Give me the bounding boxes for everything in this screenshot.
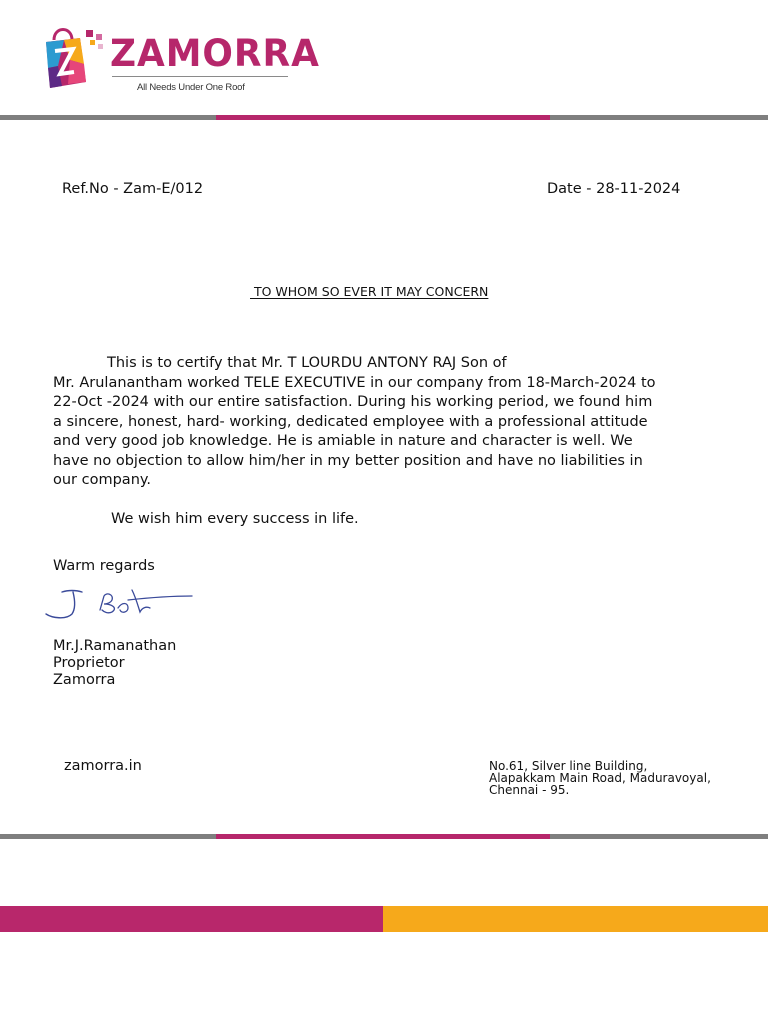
closing-wish: We wish him every success in life. [111, 511, 359, 527]
letter-heading: TO WHOM SO EVER IT MAY CONCERN [250, 284, 489, 299]
company-address [489, 760, 711, 796]
letter-body [53, 354, 713, 491]
website-link[interactable]: zamorra.in [64, 758, 142, 774]
closing-regards: Warm regards [53, 558, 155, 574]
address-line: No.61, Silver line Building, [489, 759, 648, 773]
footer-band-orange [383, 906, 768, 932]
body-line: a sincere, honest, hard- working, dedicated employee with a professional attitude [53, 413, 648, 430]
brand-name: ZAMORRA [110, 32, 320, 75]
top-divider-left [0, 115, 216, 120]
top-divider-accent [216, 115, 550, 120]
zamorra-logo-icon [40, 20, 110, 94]
address-line: Chennai - 95. [489, 783, 570, 797]
body-line: 22-Oct -2024 with our entire satisfaction. During his working period, we found him [53, 394, 653, 410]
signatory-title: Proprietor [53, 655, 125, 671]
signatory-name: Mr.J.Ramanathan [53, 638, 177, 654]
brand-rule [112, 76, 288, 77]
brand-tagline: All Needs Under One Roof [137, 82, 245, 93]
body-line: have no objection to allow him/her in my better position and have no liabilities in [53, 452, 643, 469]
bottom-divider-right [550, 834, 768, 839]
top-divider-right [550, 115, 768, 120]
body-line: This is to certify that Mr. T LOURDU ANTONY RAJ Son of [107, 355, 507, 371]
reference-number: Ref.No - Zam-E/012 [62, 181, 204, 197]
signatory-company: Zamorra [53, 672, 116, 688]
body-line: Mr. Arulanantham worked TELE EXECUTIVE in our company from 18-March-2024 to [53, 374, 656, 391]
handwritten-signature [42, 584, 194, 622]
body-line: and very good job knowledge. He is amiable in nature and character is well. We [53, 433, 633, 449]
letter-date: Date - 28-11-2024 [547, 181, 681, 197]
bottom-divider-accent [216, 834, 550, 839]
bottom-divider-left [0, 834, 216, 839]
footer-band-magenta [0, 906, 383, 932]
body-line: our company. [53, 472, 152, 488]
address-line: Alapakkam Main Road, Maduravoyal, [489, 771, 711, 785]
